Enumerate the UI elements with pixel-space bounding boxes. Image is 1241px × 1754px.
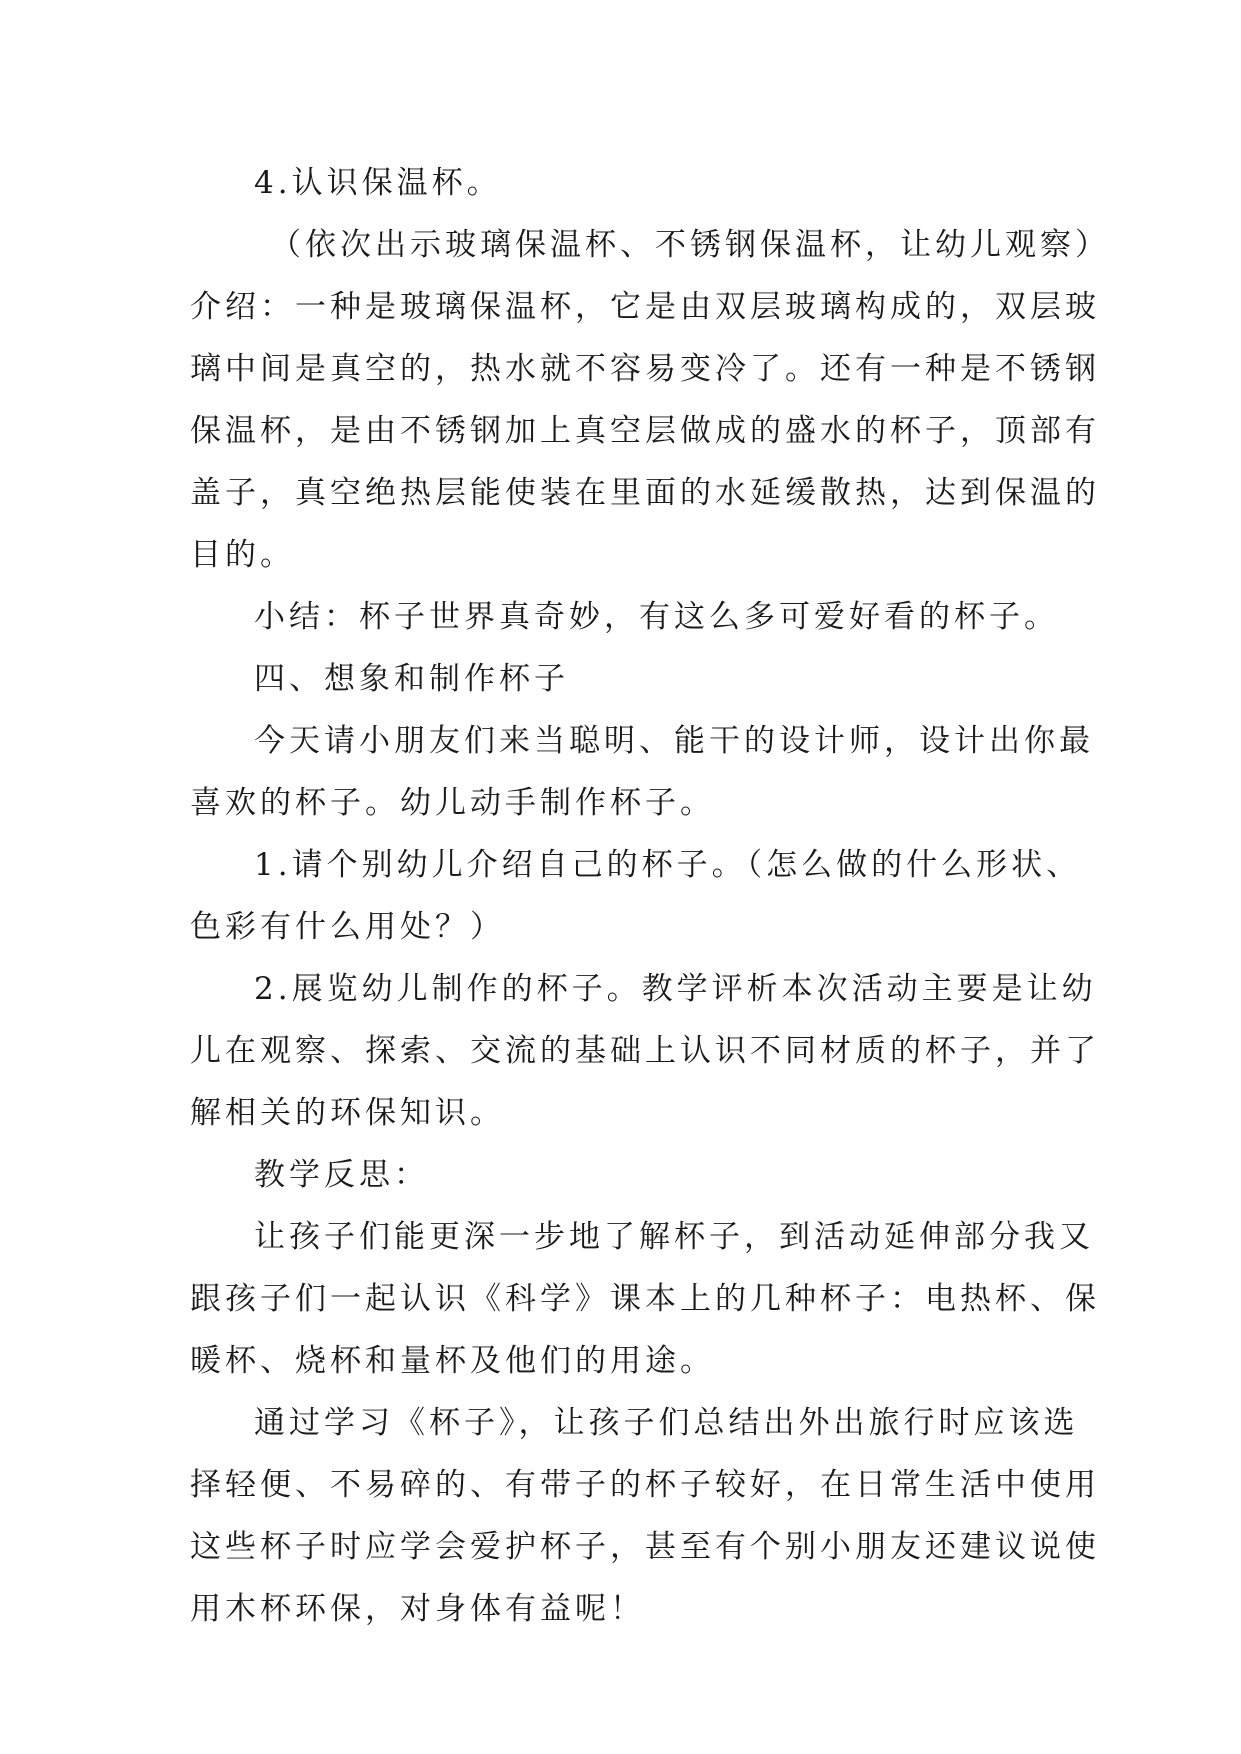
paragraph-line: 保温杯，是由不锈钢加上真空层做成的盛水的杯子，顶部有 bbox=[190, 413, 1100, 449]
paragraph-line: 盖子，真空绝热层能使装在里面的水延缓散热，达到保温的 bbox=[190, 475, 1100, 511]
paragraph-line: 喜欢的杯子。幼儿动手制作杯子。 bbox=[190, 785, 715, 821]
paragraph-line: 2.展览幼儿制作的杯子。教学评析本次活动主要是让幼 bbox=[254, 971, 1097, 1007]
paragraph-line: 暖杯、烧杯和量杯及他们的用途。 bbox=[190, 1343, 715, 1379]
paragraph-line: 目的。 bbox=[190, 537, 295, 573]
paragraph-line: 小结：杯子世界真奇妙，有这么多可爱好看的杯子。 bbox=[254, 599, 1059, 635]
paragraph-line: 儿在观察、探索、交流的基础上认识不同材质的杯子，并了 bbox=[190, 1033, 1100, 1069]
paragraph-line: 4.认识保温杯。 bbox=[254, 165, 502, 201]
document-body bbox=[190, 152, 1110, 1640]
paragraph-line: 解相关的环保知识。 bbox=[190, 1095, 505, 1131]
paragraph-line: 择轻便、不易碎的、有带子的杯子较好，在日常生活中使用 bbox=[190, 1467, 1100, 1503]
section-heading: 四、想象和制作杯子 bbox=[254, 661, 569, 697]
paragraph-line: 用木杯环保，对身体有益呢！ bbox=[190, 1591, 645, 1627]
paragraph-line: 通过学习《杯子》，让孩子们总结出外出旅行时应该选 bbox=[254, 1405, 1079, 1441]
paragraph-line: 介绍：一种是玻璃保温杯，它是由双层玻璃构成的，双层玻 bbox=[190, 289, 1100, 325]
paragraph-line: 这些杯子时应学会爱护杯子，甚至有个别小朋友还建议说使 bbox=[190, 1529, 1100, 1565]
paragraph-line: 1.请个别幼儿介绍自己的杯子。（怎么做的什么形状、 bbox=[254, 847, 1082, 883]
paragraph-line: 色彩有什么用处？） bbox=[190, 909, 505, 945]
paragraph-line: 跟孩子们一起认识《科学》课本上的几种杯子：电热杯、保 bbox=[190, 1281, 1100, 1317]
paragraph-line: 今天请小朋友们来当聪明、能干的设计师，设计出你最 bbox=[254, 723, 1094, 759]
section-heading: 教学反思： bbox=[254, 1157, 429, 1193]
paragraph-line: 让孩子们能更深一步地了解杯子，到活动延伸部分我又 bbox=[254, 1219, 1094, 1255]
paragraph-line: （依次出示玻璃保温杯、不锈钢保温杯，让幼儿观察） bbox=[270, 227, 1110, 263]
paragraph-line: 璃中间是真空的，热水就不容易变冷了。还有一种是不锈钢 bbox=[190, 351, 1100, 387]
